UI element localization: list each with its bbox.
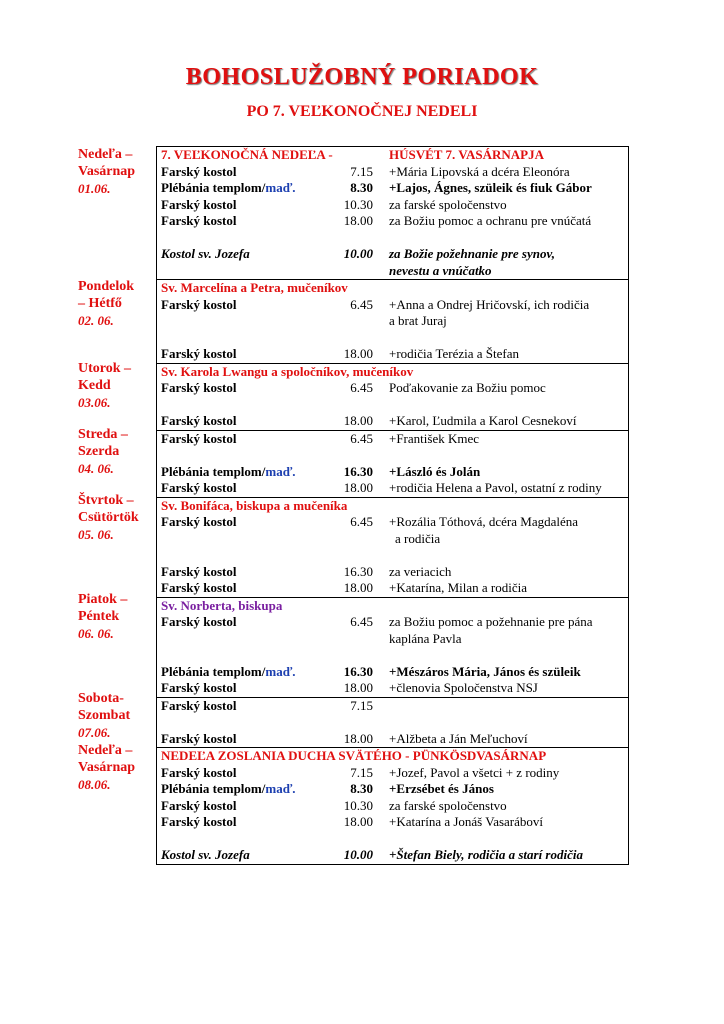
mass-intention: a rodičia xyxy=(395,530,441,546)
mad-dot: . xyxy=(292,781,296,796)
block-heading xyxy=(157,498,628,515)
day-label-monday xyxy=(78,278,134,329)
mass-time: 6.45 xyxy=(350,614,373,629)
mass-time: 16.30 xyxy=(343,463,373,479)
feast-name: NEDEĽA ZOSLANIA DUCHA SVÄTÉHO - PÜNKÖSDVASÁRNAP xyxy=(161,748,547,763)
day-date: 01.06. xyxy=(78,181,111,196)
table-row xyxy=(157,197,628,214)
mad-dot: . xyxy=(292,463,296,479)
table-row xyxy=(157,180,628,197)
table-row xyxy=(157,765,628,782)
mass-time: 16.30 xyxy=(343,663,373,679)
day-name-hu: Kedd xyxy=(78,378,111,393)
mass-time: 18.00 xyxy=(343,213,373,228)
mass-intention: +Jozef, Pavol a všetci + z rodiny xyxy=(389,764,560,780)
day-name-hu: Szombat xyxy=(78,708,131,723)
day-date: 07.06. xyxy=(78,725,111,740)
day-name-sk: Nedeľa – xyxy=(78,147,133,162)
day-name-sk: Štvrtok – xyxy=(78,493,134,508)
mass-intention: za Božie požehnanie pre synov, xyxy=(389,246,555,261)
mass-intention: +Štefan Biely, rodičia a starí rodičia xyxy=(389,847,583,862)
mass-time: 10.30 xyxy=(343,797,373,813)
mass-time: 18.00 xyxy=(343,346,373,361)
church-name: Farský kostol xyxy=(161,196,237,212)
schedule-block-tuesday xyxy=(157,363,628,430)
church-name xyxy=(161,664,295,681)
feast-name: Sv. Karola Lwangu a spoločníkov, mučeníkov xyxy=(161,363,414,379)
mass-intention: +Lajos, Ágnes, szüleik és fiuk Gábor xyxy=(389,180,592,195)
church-name: Farský kostol xyxy=(161,580,237,595)
table-row xyxy=(157,680,628,697)
schedule-block-friday xyxy=(157,597,628,697)
mass-intention: +Erzsébet és János xyxy=(389,781,494,796)
mass-intention: za farské spoločenstvo xyxy=(389,196,507,212)
mass-intention: +László és Jolán xyxy=(389,463,481,479)
mass-time: 18.00 xyxy=(343,480,373,495)
table-row xyxy=(157,514,628,531)
day-name-sk: Sobota- xyxy=(78,691,124,706)
day-label-wednesday xyxy=(78,426,128,477)
day-name-hu: Szerda xyxy=(78,444,120,459)
day-name-sk: Utorok – xyxy=(78,361,132,376)
block-heading xyxy=(157,364,628,381)
block-heading xyxy=(157,280,628,297)
mass-intention: +Karol, Ľudmila a Karol Cesnekoví xyxy=(389,413,577,428)
mass-time: 10.00 xyxy=(343,246,373,261)
mad-label: maď xyxy=(265,663,293,679)
mass-time: 6.45 xyxy=(350,514,373,529)
church-name: Farský kostol xyxy=(161,163,237,179)
mass-time: 18.00 xyxy=(343,680,373,695)
mass-intention: kaplána Pavla xyxy=(389,630,462,646)
table-row xyxy=(157,664,628,681)
feast-name: Sv. Marcelína a Petra, mučeníkov xyxy=(161,280,348,295)
feast-name-sk: 7. VEĽKONOČNÁ NEDEĽA - xyxy=(161,147,333,162)
mass-intention: +členovia Spoločenstva NSJ xyxy=(389,680,538,695)
feast-name-hu: HÚSVÉT 7. VASÁRNAPJA xyxy=(389,147,544,162)
mass-intention: +rodičia Terézia a Štefan xyxy=(389,346,519,361)
day-label-saturday xyxy=(78,690,130,741)
table-row xyxy=(157,480,628,497)
church-name xyxy=(161,180,295,197)
table-row-continued xyxy=(157,631,628,648)
mass-time: 18.00 xyxy=(343,413,373,428)
church-name: Kostol sv. Jozefa xyxy=(161,246,250,261)
table-row xyxy=(157,213,628,230)
block-heading xyxy=(157,598,628,615)
church-name: Farský kostol xyxy=(161,563,237,579)
day-name-sk: Nedeľa – xyxy=(78,743,133,758)
day-name-hu: Vasárnap xyxy=(78,164,136,179)
table-row xyxy=(157,297,628,314)
day-name-hu: – Hétfő xyxy=(78,296,122,311)
mass-intention: +Mészáros Mária, János és szüleik xyxy=(389,663,581,679)
church-name: Farský kostol xyxy=(161,430,237,446)
church-name: Farský kostol xyxy=(161,296,237,312)
day-label-thursday xyxy=(78,492,139,543)
day-date: 02. 06. xyxy=(78,313,114,328)
mass-time: 10.30 xyxy=(343,196,373,212)
mass-intention: +Katarína a Jonáš Vasaráboví xyxy=(389,814,544,829)
mass-time: 6.45 xyxy=(350,380,373,395)
mad-label: maď xyxy=(265,180,293,195)
day-date: 04. 06. xyxy=(78,461,114,476)
mass-intention: +rodičia Helena a Pavol, ostatní z rodiny xyxy=(389,480,602,495)
table-row xyxy=(157,431,628,448)
church-name: Farský kostol xyxy=(161,380,237,395)
mad-dot: . xyxy=(292,663,296,679)
church-name xyxy=(161,781,295,798)
church-name: Farský kostol xyxy=(161,680,237,695)
block-heading xyxy=(157,748,628,765)
mass-intention: +Anna a Ondrej Hričovskí, ich rodičia xyxy=(389,296,590,312)
mass-intention: Poďakovanie za Božiu pomoc xyxy=(389,380,546,395)
church-name: Farský kostol xyxy=(161,614,237,629)
church-name: Farský kostol xyxy=(161,514,237,529)
mass-intention: +Alžbeta a Ján Meľuchoví xyxy=(389,730,528,746)
table-row xyxy=(157,413,628,430)
table-row xyxy=(157,464,628,481)
mass-intention: nevestu a vnúčatko xyxy=(389,262,492,278)
church-name: Farský kostol xyxy=(161,346,237,361)
feast-name: Sv. Bonifáca, biskupa a mučeníka xyxy=(161,497,348,513)
schedule-block-sunday-2 xyxy=(157,747,628,864)
page-subtitle: PO 7. VEĽKONOČNEJ NEDELI xyxy=(246,103,478,120)
mass-time: 16.30 xyxy=(343,563,373,579)
mass-time: 6.45 xyxy=(350,430,373,446)
mad-dot: . xyxy=(292,180,296,195)
table-row xyxy=(157,781,628,798)
mass-intention: a brat Juraj xyxy=(389,313,447,328)
table-row xyxy=(157,164,628,181)
table-row xyxy=(157,346,628,363)
church-label: Plébánia templom/ xyxy=(161,180,266,195)
mass-time: 18.00 xyxy=(343,814,373,829)
day-label-tuesday xyxy=(78,360,131,411)
mass-time: 8.30 xyxy=(350,180,373,195)
mass-intention: +Katarína, Milan a rodičia xyxy=(389,580,527,595)
mass-intention: +Rozália Tóthová, dcéra Magdaléna xyxy=(389,514,579,529)
day-name-sk: Piatok – xyxy=(78,592,128,607)
day-date: 05. 06. xyxy=(78,527,114,542)
church-name: Farský kostol xyxy=(161,730,237,746)
day-date: 03.06. xyxy=(78,395,111,410)
table-row-continued xyxy=(157,531,628,548)
mass-time: 8.30 xyxy=(350,781,373,796)
table-row-continued xyxy=(157,263,628,280)
mass-time: 6.45 xyxy=(350,296,373,312)
day-name-hu: Péntek xyxy=(78,609,120,624)
mass-intention: za farské spoločenstvo xyxy=(389,797,507,813)
table-row xyxy=(157,731,628,748)
mad-label: maď xyxy=(265,463,293,479)
church-label: Plébánia templom/ xyxy=(161,663,266,679)
table-row xyxy=(157,614,628,631)
schedule-block-wednesday xyxy=(157,430,628,497)
church-name: Farský kostol xyxy=(161,413,237,428)
mass-time: 7.15 xyxy=(350,163,373,179)
church-name: Farský kostol xyxy=(161,764,237,780)
church-name: Farský kostol xyxy=(161,814,237,829)
table-row xyxy=(157,847,628,864)
schedule-block-thursday xyxy=(157,497,628,597)
church-name: Farský kostol xyxy=(161,797,237,813)
day-label-friday xyxy=(78,591,127,642)
table-row xyxy=(157,380,628,397)
mad-label: maď xyxy=(265,781,293,796)
mass-intention: +Mária Lipovská a dcéra Eleonóra xyxy=(389,163,570,179)
schedule-table xyxy=(156,146,629,865)
mass-intention: za veriacich xyxy=(389,563,452,579)
church-label: Plébánia templom/ xyxy=(161,781,266,796)
mass-time: 10.00 xyxy=(343,847,373,862)
table-row xyxy=(157,698,628,715)
schedule-block-saturday xyxy=(157,697,628,748)
table-row xyxy=(157,564,628,581)
table-row-continued xyxy=(157,313,628,330)
mass-intention: za Božiu pomoc a ochranu pre vnúčatá xyxy=(389,213,592,228)
block-heading xyxy=(157,147,628,164)
church-name: Farský kostol xyxy=(161,213,237,228)
table-row xyxy=(157,814,628,831)
church-name xyxy=(161,464,295,481)
day-name-hu: Vasárnap xyxy=(78,760,136,775)
schedule-block-monday xyxy=(157,279,628,363)
mass-time: 18.00 xyxy=(343,730,373,746)
day-label-sunday-2 xyxy=(78,742,135,793)
day-name-hu: Csütörtök xyxy=(78,510,139,525)
table-row xyxy=(157,580,628,597)
church-label: Plébánia templom/ xyxy=(161,463,266,479)
mass-time: 7.15 xyxy=(350,764,373,780)
church-name: Farský kostol xyxy=(161,697,237,713)
table-row xyxy=(157,798,628,815)
day-label-sunday-1 xyxy=(78,146,135,197)
day-name-sk: Pondelok xyxy=(78,279,135,294)
church-name: Farský kostol xyxy=(161,480,237,495)
table-row xyxy=(157,246,628,263)
mass-intention: +František Kmec xyxy=(389,430,480,446)
church-name: Kostol sv. Jozefa xyxy=(161,847,250,862)
day-date: 06. 06. xyxy=(78,626,114,641)
day-date: 08.06. xyxy=(78,777,111,792)
feast-name: Sv. Norberta, biskupa xyxy=(161,597,283,613)
mass-time: 18.00 xyxy=(343,580,373,595)
day-name-sk: Streda – xyxy=(78,427,128,442)
page-title: BOHOSLUŽOBNÝ PORIADOK xyxy=(185,64,539,90)
schedule-block-sunday-1 xyxy=(157,147,628,279)
mass-intention: za Božiu pomoc a požehnanie pre pána xyxy=(389,614,593,629)
mass-time: 7.15 xyxy=(350,697,373,713)
